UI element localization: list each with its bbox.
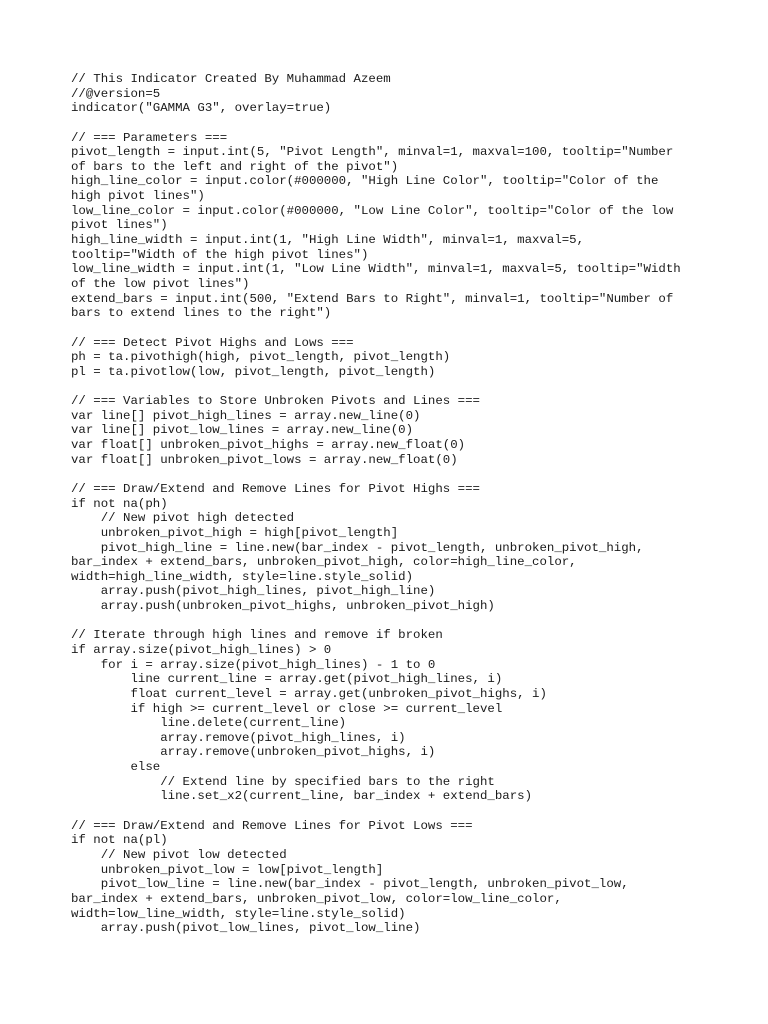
code-line: // Extend line by specified bars to the right (71, 774, 495, 789)
code-line: low_line_color = input.color(#000000, "Low Line Color", tooltip="Color of the low (71, 203, 674, 218)
code-line: indicator("GAMMA G3", overlay=true) (71, 101, 332, 116)
code-line (71, 614, 751, 629)
code-line: // === Detect Pivot Highs and Lows === (71, 335, 354, 350)
code-line: if not na(pl) (71, 833, 168, 848)
code-line (71, 379, 751, 394)
code-line: var line[] pivot_high_lines = array.new_line(0) (71, 408, 421, 423)
code-line: width=low_line_width, style=line.style_solid) (71, 906, 406, 921)
code-line: pivot_high_line = line.new(bar_index - pivot_length, unbroken_pivot_high, (71, 540, 644, 555)
code-line: pl = ta.pivotlow(low, pivot_length, pivot_length) (71, 364, 436, 379)
code-line: high_line_color = input.color(#000000, "High Line Color", tooltip="Color of the (71, 174, 659, 189)
code-line: // Iterate through high lines and remove if broken (71, 628, 443, 643)
code-line: pivot_length = input.int(5, "Pivot Length", minval=1, maxval=100, tooltip="Number (71, 145, 674, 160)
code-line: // === Variables to Store Unbroken Pivots and Lines === (71, 394, 480, 409)
code-line: var float[] unbroken_pivot_highs = array.new_float(0) (71, 438, 466, 453)
code-line: // === Draw/Extend and Remove Lines for Pivot Highs === (71, 481, 480, 496)
code-line: unbroken_pivot_low = low[pivot_length] (71, 862, 384, 877)
code-line: array.remove(pivot_high_lines, i) (71, 730, 406, 745)
code-line: // === Draw/Extend and Remove Lines for Pivot Lows === (71, 818, 473, 833)
code-line: of the low pivot lines") (71, 276, 250, 291)
code-line: array.remove(unbroken_pivot_highs, i) (71, 745, 436, 760)
code-line: line current_line = array.get(pivot_high_lines, i) (71, 672, 503, 687)
code-line (71, 467, 751, 482)
code-line (71, 804, 751, 819)
code-line: bars to extend lines to the right") (71, 306, 332, 321)
code-line: ph = ta.pivothigh(high, pivot_length, pivot_length) (71, 350, 451, 365)
code-listing (71, 72, 751, 936)
code-line: // This Indicator Created By Muhammad Azeem (71, 72, 391, 86)
code-line: of bars to the left and right of the pivot") (71, 159, 399, 174)
code-line: extend_bars = input.int(500, "Extend Bars to Right", minval=1, tooltip="Number of (71, 291, 674, 306)
code-line: array.push(pivot_high_lines, pivot_high_line) (71, 584, 436, 599)
code-line: float current_level = array.get(unbroken_pivot_highs, i) (71, 686, 547, 701)
code-line: var float[] unbroken_pivot_lows = array.new_float(0) (71, 452, 458, 467)
code-line: bar_index + extend_bars, unbroken_pivot_low, color=low_line_color, (71, 891, 562, 906)
code-line: // New pivot low detected (71, 847, 287, 862)
code-line: pivot lines") (71, 218, 168, 233)
code-line: unbroken_pivot_high = high[pivot_length] (71, 525, 399, 540)
code-line (71, 116, 751, 131)
code-line: //@version=5 (71, 86, 161, 101)
code-line: low_line_width = input.int(1, "Low Line Width", minval=1, maxval=5, tooltip="Width (71, 262, 681, 277)
code-line: high_line_width = input.int(1, "High Line Width", minval=1, maxval=5, (71, 233, 585, 248)
code-line (71, 321, 751, 336)
code-line: high pivot lines") (71, 189, 205, 204)
code-line: if high >= current_level or close >= current_level (71, 701, 503, 716)
code-line: // New pivot high detected (71, 511, 295, 526)
code-line: array.push(unbroken_pivot_highs, unbroken_pivot_high) (71, 599, 495, 614)
code-line: tooltip="Width of the high pivot lines") (71, 247, 369, 262)
code-line: width=high_line_width, style=line.style_solid) (71, 569, 414, 584)
code-line: for i = array.size(pivot_high_lines) - 1 to 0 (71, 657, 436, 672)
code-line: pivot_low_line = line.new(bar_index - pivot_length, unbroken_pivot_low, (71, 877, 629, 892)
code-line: if not na(ph) (71, 496, 168, 511)
code-line: if array.size(pivot_high_lines) > 0 (71, 642, 332, 657)
code-line: else (71, 760, 161, 775)
code-line: line.set_x2(current_line, bar_index + extend_bars) (71, 789, 533, 804)
code-line: line.delete(current_line) (71, 716, 347, 731)
code-line: var line[] pivot_low_lines = array.new_line(0) (71, 423, 414, 438)
code-line: array.push(pivot_low_lines, pivot_low_line) (71, 921, 421, 936)
code-line: // === Parameters === (71, 130, 228, 145)
code-line: bar_index + extend_bars, unbroken_pivot_high, color=high_line_color, (71, 555, 577, 570)
